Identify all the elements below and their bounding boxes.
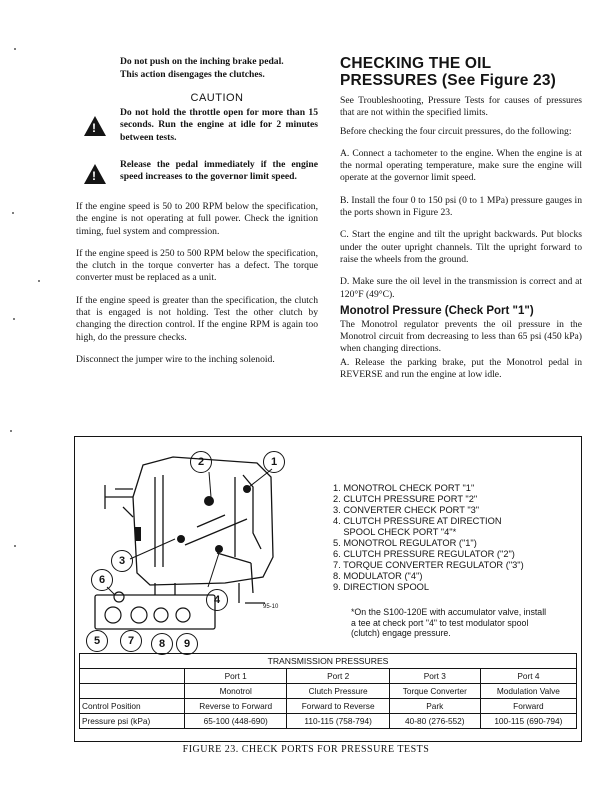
bolt [135,527,141,541]
figure-note: *On the S100-120E with accumulator valve, install a tee at check port "4" to test modulator spool (clutch) engage pressure. [351,607,547,638]
margin-speck [14,48,16,50]
table-cell-empty [80,669,185,684]
callout-6 [91,569,113,591]
legend-item: 7. TORQUE CONVERTER REGULATOR ("3") [333,560,524,570]
warning-triangle-icon [84,116,106,136]
table-cell: 65-100 (448-690) [185,714,287,729]
callout-leader [208,553,219,587]
subheading-monotrol: Monotrol Pressure (Check Port "1") [340,304,534,317]
callout-8 [151,633,173,655]
callout-label: 8 [158,638,166,650]
callout-1 [263,451,285,473]
table-row [80,714,577,729]
callout-label: 4 [213,594,221,606]
margin-speck [12,212,14,214]
table-row [80,699,577,714]
callout-leader [209,472,211,497]
monotrol-step-a: A. Release the parking brake, put the Monotrol pedal in REVERSE and run the engine at low idle. [340,356,582,381]
step-d: D. Make sure the oil level in the transmission is correct and at 120°F (49°C). [340,276,582,300]
step-b: B. Install the four 0 to 150 psi (0 to 1 MPa) pressure gauges in the ports shown in Figure 23. [340,194,582,219]
callout-label: 7 [127,635,135,647]
callout-4 [206,589,228,611]
table-cell: Reverse to Forward [185,699,287,714]
figure-legend [333,483,573,593]
warning-text-1: Do not hold the throttle open for more than 15 seconds. Run the engine at idle for 2 minutes between tests. [120,107,318,143]
callout-label: 6 [98,574,106,586]
table-cell: Modulation Valve [480,684,576,699]
plug-6 [114,592,124,602]
table-title: TRANSMISSION PRESSURES [80,654,577,669]
warning-symbol: ! [92,169,96,183]
plug-8 [154,608,168,622]
table-cell: Forward [480,699,576,714]
margin-speck [10,430,12,432]
plug-7 [131,607,147,623]
table-cell: 40-80 (276-552) [389,714,480,729]
section-heading [340,55,582,89]
margin-speck [14,545,16,547]
table-row-label: Control Position [80,699,185,714]
callout-7 [120,630,142,652]
callout-9 [176,633,198,655]
caution-title: CAUTION [190,92,244,104]
table-cell: 110-115 (758-794) [287,714,389,729]
check-port-3 [177,535,185,543]
callout-3 [111,550,133,572]
table-cell: Clutch Pressure [287,684,389,699]
table-cell: Park [389,699,480,714]
legend-item: 4. CLUTCH PRESSURE AT DIRECTION [333,516,502,526]
check-port-4 [215,545,223,553]
callout-label: 2 [197,456,205,468]
step-c: C. Start the engine and tilt the upright backwards. Put blocks under the outer upright channels. Tilt the upright forward to raise the wheels from the ground. [340,229,582,265]
table-title-row [80,654,577,669]
callout-2 [190,451,212,473]
warning-text-2: Release the pedal immediately if the engine speed increases to the governor limit speed. [120,159,318,183]
valve-body-outline [133,457,273,585]
table-row-label: Pressure psi (kPa) [80,714,185,729]
margin-speck [38,280,40,282]
section-heading-line: PRESSURES (See Figure 23) [340,72,557,89]
figure-code-label: 95-10 [263,604,279,610]
table-cell: Port 1 [185,669,287,684]
top-note-line: This action disengages the clutches. [120,68,265,80]
table-cell: Port 3 [389,669,480,684]
table-cell: Monotrol [185,684,287,699]
legend-item: 2. CLUTCH PRESSURE PORT "2" [333,494,478,504]
check-port-2 [204,496,214,506]
legend-item: 5. MONOTROL REGULATOR ("1") [333,538,477,548]
legend-item: 1. MONOTROL CHECK PORT "1" [333,483,475,493]
figure-box [74,436,582,742]
top-note-line: Do not push on the inching brake pedal. [120,56,284,67]
warning-triangle-icon [84,164,106,184]
plug-5 [105,607,121,623]
table-row [80,669,577,684]
table-cell: 100-115 (690-794) [480,714,576,729]
figure-caption: FIGURE 23. CHECK PORTS FOR PRESSURE TESTS [182,744,430,755]
paragraph-converter-defect: If the engine speed is 250 to 500 RPM below the specification, the clutch in the torque converter has a defect. The torque converter must be replaced as a unit. [76,247,318,284]
side-linkage [105,485,133,517]
intro-paragraph: See Troubleshooting, Pressure Tests for causes of pressures that are not within the specified limits. [340,95,582,119]
warning-symbol: ! [92,121,96,135]
paragraph-engine-low: If the engine speed is 50 to 200 RPM below the specification, the engine is not operating at full power. Check the ignition timing, fuel system and compression. [76,201,318,237]
legend-item: 9. DIRECTION SPOOL [333,582,430,592]
callout-label: 1 [270,456,278,468]
callout-label: 3 [118,555,126,567]
table-row [80,684,577,699]
table-cell-empty [80,684,185,699]
table-cell: Port 2 [287,669,389,684]
legend-item: 6. CLUTCH PRESSURE REGULATOR ("2") [333,549,515,559]
margin-speck [13,318,15,320]
legend-item: SPOOL CHECK PORT "4"* [333,527,457,537]
callout-leader [130,539,175,559]
warning-block-1 [76,107,318,147]
table-cell: Forward to Reverse [287,699,389,714]
warning-block-2 [76,159,318,187]
callout-label: 5 [93,635,101,647]
plug-9 [176,608,190,622]
legend-item: 3. CONVERTER CHECK PORT "3" [333,505,480,515]
right-column [340,55,582,381]
paragraph-disconnect: Disconnect the jumper wire to the inching solenoid. [76,353,275,365]
table-cell: Port 4 [480,669,576,684]
left-column [76,56,318,366]
table-cell: Torque Converter [389,684,480,699]
top-note [76,56,318,81]
intro-paragraph: Before checking the four circuit pressures, do the following: [340,125,572,137]
callout-label: 9 [183,638,191,650]
step-a: A. Connect a tachometer to the engine. When the engine is at the normal operating temperature, make sure the engine will operate at the governor limit speed. [340,147,582,184]
callout-5 [86,630,108,652]
section-heading-line: CHECKING THE OIL [340,55,492,72]
legend-item: 8. MODULATOR ("4") [333,571,423,581]
pressure-table [79,653,577,729]
ribbing [155,475,235,567]
monotrol-paragraph: The Monotrol regulator prevents the oil pressure in the Monotrol circuit from decreasing to less than 65 psi (450 kPa) when changing directions. [340,318,582,355]
paragraph-clutch-slip: If the engine speed is greater than the specification, the clutch that is engaged is not holding. Test the other clutch by changing the direction control. If the engine RPM is again too high, do the pressure checks. [76,294,318,343]
